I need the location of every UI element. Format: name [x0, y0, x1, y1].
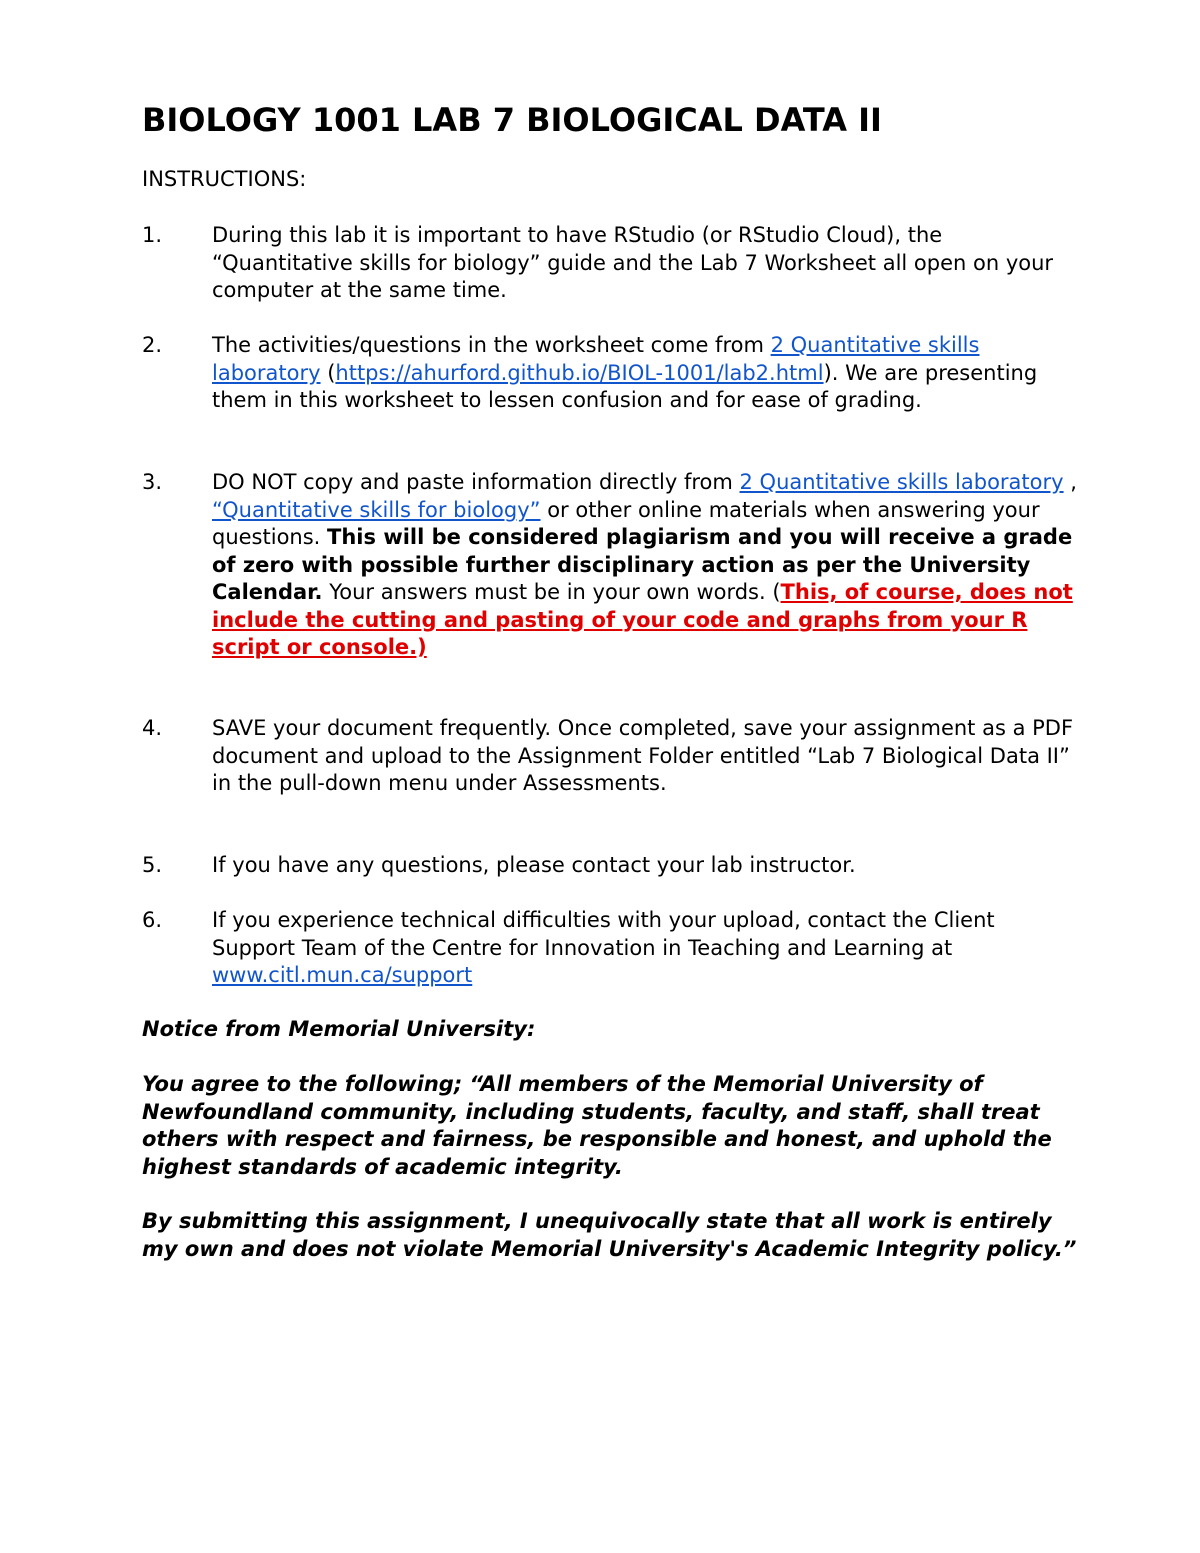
item-number: 4. — [142, 716, 163, 740]
quant-skills-biology-link[interactable]: “Quantitative skills for biology” — [212, 497, 541, 522]
citl-support-link[interactable]: www.citl.mun.ca/support — [212, 963, 473, 987]
item-text-part: Your answers must be in your own words. ( — [322, 580, 781, 604]
item-text-part: If you experience technical difficulties with your upload, contact the Client Support Team of the Centre for Innovation in Teaching and Learning at — [212, 908, 995, 960]
item-text — [212, 907, 1077, 990]
item-number: 2. — [142, 333, 163, 357]
notice-heading: Notice from Memorial University: — [142, 1017, 536, 1041]
instruction-item-6 — [142, 907, 1077, 990]
quant-skills-lab-link[interactable]: 2 Quantitative skills laboratory — [212, 333, 980, 385]
item-number: 1. — [142, 223, 163, 247]
item-text — [212, 469, 1077, 662]
item-number: 6. — [142, 908, 163, 932]
item-text: SAVE your document frequently. Once completed, save your assignment as a PDF document and upload to the Assignment Folder entitled “Lab 7 Biological Data II” in the pull-down menu under Assessments. — [212, 716, 1074, 795]
item-number: 5. — [142, 853, 163, 877]
item-text — [212, 332, 1077, 415]
lab2-url-link[interactable]: https://ahurford.github.io/BIOL-1001/lab2.html — [335, 360, 824, 385]
instruction-item-5 — [142, 852, 1077, 880]
item-text: If you have any questions, please contact your lab instructor. — [212, 853, 856, 877]
instruction-item-3 — [142, 469, 1077, 662]
item-text-part: ( — [320, 360, 336, 385]
page-title: BIOLOGY 1001 LAB 7 BIOLOGICAL DATA II — [142, 101, 882, 139]
item-text-part: , — [1063, 470, 1077, 494]
notice-declaration: By submitting this assignment, I unequivocally state that all work is entirely my own and does not violate Memorial University's Academic Integrity policy.” — [142, 1209, 1077, 1261]
instruction-item-4 — [142, 715, 1077, 798]
item-text-part: DO NOT copy and paste information directly from — [212, 470, 740, 494]
quant-skills-lab-link[interactable]: 2 Quantitative skills laboratory — [739, 470, 1064, 494]
item-number: 3. — [142, 470, 163, 494]
item-text-part: ). We are presenting them in this worksheet to lessen confusion and for ease of grading. — [212, 360, 1038, 412]
instruction-item-2 — [142, 332, 1077, 415]
instructions-label: INSTRUCTIONS: — [142, 167, 307, 191]
notice-agreement: You agree to the following; “All members of the Memorial University of Newfoundland community, including students, faculty, and staff, shall treat others with respect and fairness, be responsible and honest, and uphold the highest standards of academic integrity. — [142, 1072, 1052, 1179]
instruction-item-1 — [142, 222, 1077, 305]
item-text: During this lab it is important to have RStudio (or RStudio Cloud), the “Quantitative skills for biology” guide and the Lab 7 Worksheet all open on your computer at the same time. — [212, 223, 1054, 302]
item-text-part: The activities/questions in the worksheet come from — [212, 333, 771, 357]
item-text-part: or other online materials when answering your questions. — [212, 497, 1040, 549]
code-paste-exception: This, of course, does not include the cutting and pasting of your code and graphs from your R script or console.) — [212, 580, 1073, 659]
plagiarism-warning: This will be considered plagiarism and you will receive a grade of zero with possible further disciplinary action as per the University Calendar. — [212, 525, 1073, 604]
